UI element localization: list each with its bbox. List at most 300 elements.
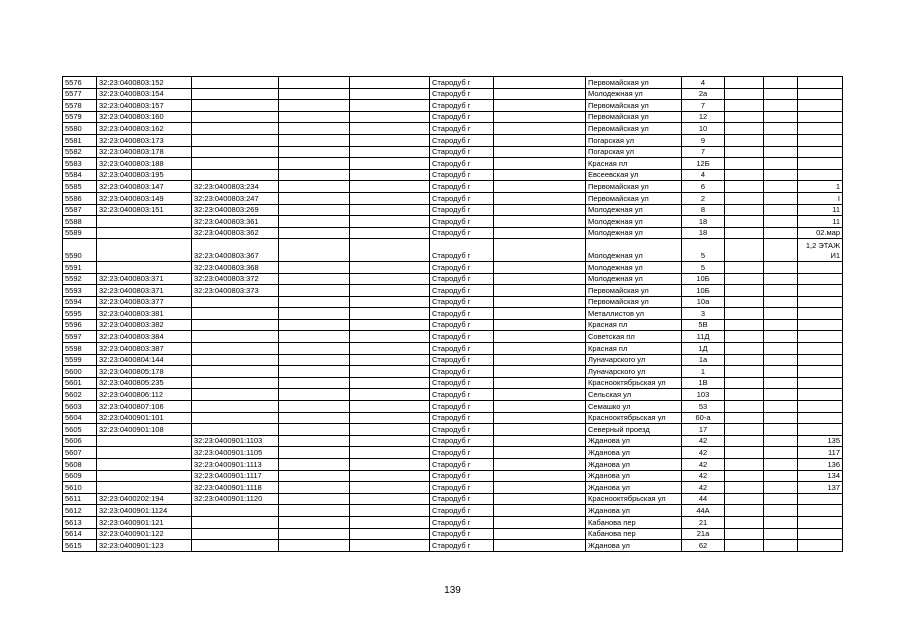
cell-house-number: 3 (682, 308, 725, 320)
cell-empty-column-1 (279, 146, 350, 158)
cell-cadastral-number: 32:23:0400901:108 (97, 424, 192, 436)
records-table (62, 76, 843, 552)
cell-empty-column-3 (494, 216, 586, 228)
cell-empty-column-4 (725, 261, 764, 273)
cell-empty-column-3 (494, 470, 586, 482)
cell-record-number: 5594 (63, 296, 97, 308)
cell-empty-column-5 (764, 401, 798, 413)
cell-empty-column-5 (764, 296, 798, 308)
cell-empty-column-2 (350, 285, 430, 297)
cell-street: Молодежная ул (586, 204, 682, 216)
cell-record-number: 5615 (63, 540, 97, 552)
cell-cadastral-number (97, 459, 192, 471)
cell-house-number: 10Б (682, 285, 725, 297)
cell-premises-number (798, 505, 843, 517)
table-row (63, 146, 843, 158)
cell-locality: Стародуб г (430, 285, 494, 297)
cell-record-number: 5581 (63, 134, 97, 146)
table-row (63, 459, 843, 471)
cell-empty-column-4 (725, 273, 764, 285)
cell-empty-column-2 (350, 204, 430, 216)
cell-empty-column-5 (764, 158, 798, 170)
cell-object-cadastral-number: 32:23:0400901:1103 (192, 435, 279, 447)
cell-object-cadastral-number: 32:23:0400901:1117 (192, 470, 279, 482)
cell-empty-column-5 (764, 354, 798, 366)
cell-empty-column-1 (279, 239, 350, 262)
cell-premises-number: 11 (798, 204, 843, 216)
cell-object-cadastral-number (192, 528, 279, 540)
cell-street: Сельская ул (586, 389, 682, 401)
cell-object-cadastral-number (192, 146, 279, 158)
cell-locality: Стародуб г (430, 216, 494, 228)
cell-house-number: 2а (682, 88, 725, 100)
cell-empty-column-2 (350, 366, 430, 378)
cell-empty-column-5 (764, 204, 798, 216)
cell-premises-number: 135 (798, 435, 843, 447)
cell-empty-column-3 (494, 227, 586, 239)
cell-street: Первомайская ул (586, 123, 682, 135)
cell-empty-column-4 (725, 435, 764, 447)
cell-premises-number (798, 401, 843, 413)
cell-empty-column-5 (764, 331, 798, 343)
cell-street: Северный проезд (586, 424, 682, 436)
cell-premises-number (798, 308, 843, 320)
cell-cadastral-number: 32:23:0400803:160 (97, 111, 192, 123)
cell-empty-column-1 (279, 111, 350, 123)
cell-street: Первомайская ул (586, 77, 682, 89)
cell-locality: Стародуб г (430, 204, 494, 216)
cell-house-number: 18 (682, 227, 725, 239)
cell-empty-column-4 (725, 377, 764, 389)
cell-record-number: 5582 (63, 146, 97, 158)
cell-street: Молодежная ул (586, 227, 682, 239)
cell-empty-column-3 (494, 493, 586, 505)
cell-record-number: 5584 (63, 169, 97, 181)
cell-cadastral-number: 32:23:0400803:381 (97, 308, 192, 320)
cell-locality: Стародуб г (430, 343, 494, 355)
cell-street: Кабанова пер (586, 516, 682, 528)
cell-object-cadastral-number (192, 158, 279, 170)
cell-empty-column-2 (350, 482, 430, 494)
cell-empty-column-5 (764, 100, 798, 112)
cell-empty-column-2 (350, 181, 430, 193)
cell-record-number: 5589 (63, 227, 97, 239)
cell-premises-number (798, 354, 843, 366)
cell-empty-column-1 (279, 516, 350, 528)
cell-empty-column-1 (279, 273, 350, 285)
cell-object-cadastral-number (192, 134, 279, 146)
cell-cadastral-number: 32:23:0400806:112 (97, 389, 192, 401)
cell-empty-column-5 (764, 435, 798, 447)
cell-empty-column-4 (725, 389, 764, 401)
cell-empty-column-2 (350, 158, 430, 170)
cell-record-number: 5611 (63, 493, 97, 505)
cell-locality: Стародуб г (430, 123, 494, 135)
cell-house-number: 5В (682, 319, 725, 331)
cell-empty-column-1 (279, 169, 350, 181)
cell-street: Первомайская ул (586, 192, 682, 204)
cell-locality: Стародуб г (430, 261, 494, 273)
page-number: 139 (444, 585, 461, 596)
cell-street: Молодежная ул (586, 261, 682, 273)
cell-empty-column-3 (494, 505, 586, 517)
cell-record-number: 5578 (63, 100, 97, 112)
cell-empty-column-3 (494, 111, 586, 123)
cell-empty-column-1 (279, 459, 350, 471)
cell-locality: Стародуб г (430, 273, 494, 285)
cell-empty-column-2 (350, 100, 430, 112)
table-row (63, 528, 843, 540)
cell-empty-column-1 (279, 389, 350, 401)
cell-record-number: 5607 (63, 447, 97, 459)
cell-locality: Стародуб г (430, 192, 494, 204)
cell-empty-column-3 (494, 285, 586, 297)
cell-cadastral-number (97, 470, 192, 482)
cell-premises-number: 117 (798, 447, 843, 459)
cell-cadastral-number: 32:23:0400803:195 (97, 169, 192, 181)
cell-street: Краснооктябрьская ул (586, 377, 682, 389)
cell-cadastral-number: 32:23:0400803:162 (97, 123, 192, 135)
cell-empty-column-1 (279, 447, 350, 459)
cell-empty-column-3 (494, 482, 586, 494)
cell-empty-column-2 (350, 331, 430, 343)
cell-locality: Стародуб г (430, 354, 494, 366)
cell-cadastral-number: 32:23:0400803:152 (97, 77, 192, 89)
cell-street: Семашко ул (586, 401, 682, 413)
cell-empty-column-4 (725, 227, 764, 239)
cell-empty-column-2 (350, 459, 430, 471)
cell-empty-column-5 (764, 77, 798, 89)
cell-empty-column-4 (725, 459, 764, 471)
cell-street: Луначарского ул (586, 366, 682, 378)
cell-premises-number: 134 (798, 470, 843, 482)
cell-object-cadastral-number: 32:23:0400803:234 (192, 181, 279, 193)
table-row (63, 412, 843, 424)
table-row (63, 401, 843, 413)
cell-street: Евсеевская ул (586, 169, 682, 181)
cell-premises-number (798, 389, 843, 401)
cell-empty-column-1 (279, 354, 350, 366)
cell-record-number: 5587 (63, 204, 97, 216)
cell-empty-column-2 (350, 261, 430, 273)
table-row (63, 261, 843, 273)
cell-premises-number (798, 516, 843, 528)
cell-record-number: 5590 (63, 239, 97, 262)
cell-premises-number: 11 (798, 216, 843, 228)
cell-empty-column-2 (350, 412, 430, 424)
cell-cadastral-number: 32:23:0400803:387 (97, 343, 192, 355)
cell-empty-column-5 (764, 366, 798, 378)
cell-house-number: 42 (682, 470, 725, 482)
cell-object-cadastral-number (192, 100, 279, 112)
cell-house-number: 10 (682, 123, 725, 135)
cell-empty-column-1 (279, 435, 350, 447)
cell-street: Первомайская ул (586, 100, 682, 112)
cell-empty-column-1 (279, 123, 350, 135)
cell-object-cadastral-number: 32:23:0400901:1105 (192, 447, 279, 459)
cell-empty-column-4 (725, 447, 764, 459)
cell-record-number: 5601 (63, 377, 97, 389)
cell-object-cadastral-number (192, 366, 279, 378)
cell-record-number: 5598 (63, 343, 97, 355)
cell-empty-column-2 (350, 389, 430, 401)
cell-street: Молодежная ул (586, 216, 682, 228)
cell-empty-column-5 (764, 493, 798, 505)
cell-cadastral-number: 32:23:0400803:147 (97, 181, 192, 193)
cell-premises-number: 1,2 ЭТАЖ И1 (798, 239, 843, 262)
table-row (63, 482, 843, 494)
cell-street: Первомайская ул (586, 111, 682, 123)
cell-empty-column-1 (279, 285, 350, 297)
cell-record-number: 5604 (63, 412, 97, 424)
cell-empty-column-2 (350, 77, 430, 89)
cell-empty-column-2 (350, 169, 430, 181)
cell-object-cadastral-number: 32:23:0400901:1113 (192, 459, 279, 471)
cell-empty-column-3 (494, 88, 586, 100)
cell-empty-column-3 (494, 424, 586, 436)
cell-object-cadastral-number (192, 319, 279, 331)
cell-empty-column-1 (279, 204, 350, 216)
table-row (63, 493, 843, 505)
cell-cadastral-number: 32:23:0400803:173 (97, 134, 192, 146)
cell-empty-column-1 (279, 540, 350, 552)
cell-empty-column-1 (279, 100, 350, 112)
cell-house-number: 2 (682, 192, 725, 204)
cell-empty-column-3 (494, 528, 586, 540)
table-row (63, 296, 843, 308)
cell-object-cadastral-number: 32:23:0400901:1120 (192, 493, 279, 505)
cell-locality: Стародуб г (430, 158, 494, 170)
cell-house-number: 21 (682, 516, 725, 528)
cell-premises-number (798, 261, 843, 273)
cell-locality: Стародуб г (430, 482, 494, 494)
cell-empty-column-1 (279, 366, 350, 378)
table-row (63, 123, 843, 135)
cell-locality: Стародуб г (430, 528, 494, 540)
cell-street: Жданова ул (586, 482, 682, 494)
cell-record-number: 5597 (63, 331, 97, 343)
cell-empty-column-2 (350, 273, 430, 285)
cell-street: Погарская ул (586, 146, 682, 158)
cell-premises-number (798, 285, 843, 297)
cell-cadastral-number: 32:23:0400901:121 (97, 516, 192, 528)
cell-object-cadastral-number: 32:23:0400803:247 (192, 192, 279, 204)
cell-cadastral-number: 32:23:0400803:188 (97, 158, 192, 170)
cell-premises-number (798, 134, 843, 146)
cell-record-number: 5614 (63, 528, 97, 540)
cell-locality: Стародуб г (430, 470, 494, 482)
cell-house-number: 5 (682, 239, 725, 262)
cell-empty-column-2 (350, 447, 430, 459)
cell-object-cadastral-number: 32:23:0400803:368 (192, 261, 279, 273)
cell-empty-column-3 (494, 169, 586, 181)
cell-locality: Стародуб г (430, 181, 494, 193)
cell-empty-column-4 (725, 412, 764, 424)
cell-house-number: 8 (682, 204, 725, 216)
cell-house-number: 42 (682, 435, 725, 447)
cell-empty-column-4 (725, 216, 764, 228)
cell-locality: Стародуб г (430, 540, 494, 552)
cell-empty-column-4 (725, 111, 764, 123)
cell-empty-column-5 (764, 273, 798, 285)
cell-empty-column-5 (764, 216, 798, 228)
cell-street: Молодежная ул (586, 239, 682, 262)
cell-object-cadastral-number (192, 296, 279, 308)
cell-empty-column-3 (494, 181, 586, 193)
cell-street: Погарская ул (586, 134, 682, 146)
cell-empty-column-4 (725, 88, 764, 100)
table-row (63, 505, 843, 517)
cell-empty-column-2 (350, 308, 430, 320)
cell-premises-number: 02.мар (798, 227, 843, 239)
cell-empty-column-2 (350, 192, 430, 204)
cell-house-number: 1а (682, 354, 725, 366)
cell-empty-column-3 (494, 412, 586, 424)
cell-empty-column-5 (764, 227, 798, 239)
cell-premises-number: 137 (798, 482, 843, 494)
cell-object-cadastral-number: 32:23:0400803:373 (192, 285, 279, 297)
cell-record-number: 5593 (63, 285, 97, 297)
table-row (63, 331, 843, 343)
cell-locality: Стародуб г (430, 134, 494, 146)
cell-premises-number (798, 424, 843, 436)
cell-empty-column-4 (725, 540, 764, 552)
cell-house-number: 1Д (682, 343, 725, 355)
cell-empty-column-5 (764, 169, 798, 181)
cell-empty-column-3 (494, 516, 586, 528)
cell-empty-column-1 (279, 134, 350, 146)
table-row (63, 366, 843, 378)
cell-locality: Стародуб г (430, 447, 494, 459)
cell-street: Красная пл (586, 158, 682, 170)
cell-locality: Стародуб г (430, 389, 494, 401)
cell-object-cadastral-number (192, 389, 279, 401)
table-row (63, 377, 843, 389)
cell-premises-number (798, 377, 843, 389)
cell-empty-column-5 (764, 123, 798, 135)
cell-premises-number (798, 273, 843, 285)
cell-empty-column-2 (350, 435, 430, 447)
cell-empty-column-3 (494, 308, 586, 320)
cell-object-cadastral-number (192, 377, 279, 389)
cell-record-number: 5596 (63, 319, 97, 331)
cell-locality: Стародуб г (430, 146, 494, 158)
cell-empty-column-1 (279, 470, 350, 482)
cell-empty-column-1 (279, 343, 350, 355)
table-row (63, 134, 843, 146)
table-row (63, 204, 843, 216)
cell-empty-column-1 (279, 528, 350, 540)
cell-street: Первомайская ул (586, 296, 682, 308)
cell-object-cadastral-number (192, 77, 279, 89)
table-row (63, 343, 843, 355)
cell-cadastral-number (97, 482, 192, 494)
cell-house-number: 60-а (682, 412, 725, 424)
cell-premises-number (798, 123, 843, 135)
cell-object-cadastral-number (192, 412, 279, 424)
cell-cadastral-number (97, 447, 192, 459)
cell-street: Жданова ул (586, 435, 682, 447)
cell-object-cadastral-number: 32:23:0400803:367 (192, 239, 279, 262)
cell-object-cadastral-number: 32:23:0400803:269 (192, 204, 279, 216)
table-row (63, 540, 843, 552)
cell-record-number: 5610 (63, 482, 97, 494)
cell-empty-column-3 (494, 192, 586, 204)
cell-cadastral-number: 32:23:0400901:101 (97, 412, 192, 424)
cell-premises-number (798, 331, 843, 343)
cell-cadastral-number: 32:23:0400803:178 (97, 146, 192, 158)
table-row (63, 181, 843, 193)
cell-locality: Стародуб г (430, 424, 494, 436)
cell-empty-column-2 (350, 516, 430, 528)
cell-record-number: 5606 (63, 435, 97, 447)
cell-record-number: 5580 (63, 123, 97, 135)
cell-empty-column-2 (350, 493, 430, 505)
cell-street: Первомайская ул (586, 285, 682, 297)
cell-empty-column-4 (725, 192, 764, 204)
cell-object-cadastral-number (192, 169, 279, 181)
cell-cadastral-number: 32:23:0400803:371 (97, 285, 192, 297)
cell-empty-column-3 (494, 123, 586, 135)
cell-street: Красная пл (586, 343, 682, 355)
cell-empty-column-3 (494, 389, 586, 401)
cell-record-number: 5585 (63, 181, 97, 193)
cell-empty-column-1 (279, 216, 350, 228)
cell-empty-column-1 (279, 424, 350, 436)
cell-locality: Стародуб г (430, 516, 494, 528)
cell-house-number: 44А (682, 505, 725, 517)
cell-empty-column-3 (494, 319, 586, 331)
cell-empty-column-2 (350, 354, 430, 366)
cell-empty-column-5 (764, 308, 798, 320)
cell-empty-column-5 (764, 505, 798, 517)
cell-locality: Стародуб г (430, 493, 494, 505)
cell-house-number: 5 (682, 261, 725, 273)
cell-cadastral-number: 32:23:0400804:144 (97, 354, 192, 366)
cell-empty-column-4 (725, 493, 764, 505)
cell-house-number: 103 (682, 389, 725, 401)
cell-cadastral-number: 32:23:0400202:194 (97, 493, 192, 505)
cell-object-cadastral-number (192, 401, 279, 413)
cell-empty-column-5 (764, 239, 798, 262)
cell-house-number: 12Б (682, 158, 725, 170)
cell-record-number: 5602 (63, 389, 97, 401)
cell-street: Молодежная ул (586, 273, 682, 285)
cell-premises-number (798, 169, 843, 181)
cell-premises-number (798, 319, 843, 331)
cell-empty-column-5 (764, 377, 798, 389)
cell-object-cadastral-number (192, 354, 279, 366)
cell-house-number: 42 (682, 459, 725, 471)
cell-empty-column-4 (725, 181, 764, 193)
cell-cadastral-number: 32:23:0400807:106 (97, 401, 192, 413)
cell-empty-column-4 (725, 169, 764, 181)
cell-record-number: 5579 (63, 111, 97, 123)
cell-house-number: 7 (682, 100, 725, 112)
cell-locality: Стародуб г (430, 319, 494, 331)
cell-house-number: 7 (682, 146, 725, 158)
cell-locality: Стародуб г (430, 169, 494, 181)
cell-street: Жданова ул (586, 505, 682, 517)
cell-empty-column-2 (350, 88, 430, 100)
cell-locality: Стародуб г (430, 227, 494, 239)
table-row (63, 447, 843, 459)
table-row (63, 77, 843, 89)
table-row (63, 308, 843, 320)
cell-empty-column-1 (279, 505, 350, 517)
cell-street: Жданова ул (586, 447, 682, 459)
cell-empty-column-3 (494, 331, 586, 343)
